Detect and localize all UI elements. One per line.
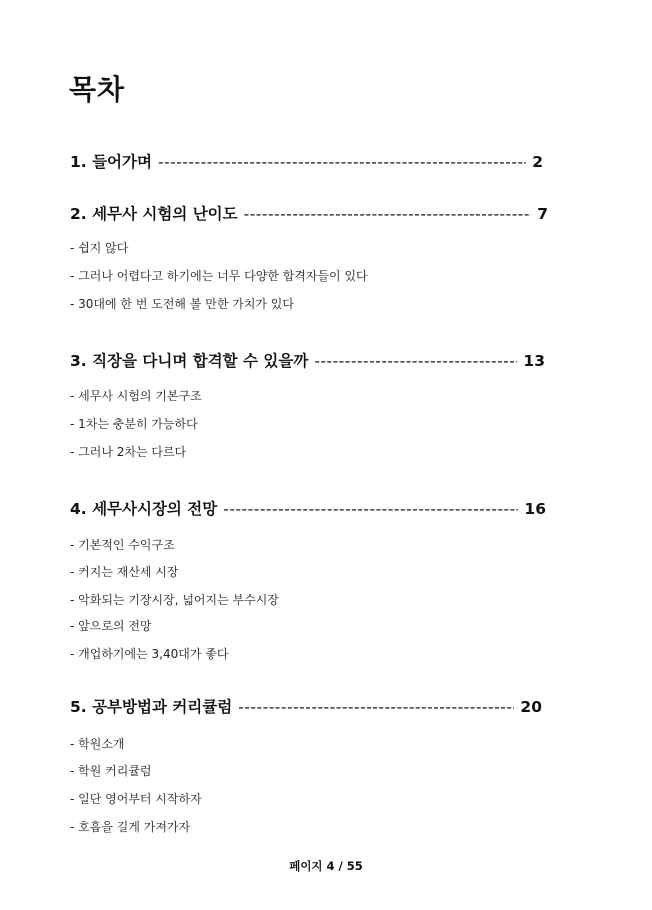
toc-subitem: - 커지는 재산세 시장 <box>70 565 179 579</box>
toc-subitem: - 일단 영어부터 시작하자 <box>70 792 202 806</box>
page-footer: 페이지 4 / 55 <box>289 859 363 873</box>
toc-page-number: 16 <box>524 500 546 518</box>
toc-subitem: - 개업하기에는 3,40대가 좋다 <box>70 647 229 661</box>
toc-leader-dots <box>244 205 532 223</box>
toc-subitem: - 악화되는 기장시장, 넓어지는 부수시장 <box>70 593 279 607</box>
toc-heading-label: 4. 세무사시장의 전망 <box>70 500 218 518</box>
toc-leader-dots <box>314 352 517 370</box>
toc-heading-3[interactable] <box>70 349 545 371</box>
toc-subitem: - 세무사 시험의 기본구조 <box>70 389 202 403</box>
toc-subitem: - 쉽지 않다 <box>70 241 129 255</box>
toc-subitem: - 호흡을 길게 가져가자 <box>70 820 191 834</box>
toc-subitem: - 1차는 충분히 가능하다 <box>70 417 198 431</box>
toc-heading-2[interactable] <box>70 202 548 224</box>
toc-heading-label: 5. 공부방법과 커리큘럼 <box>70 698 233 716</box>
toc-subitem: - 기본적인 수익구조 <box>70 538 175 552</box>
toc-subitem: - 앞으로의 전망 <box>70 619 152 633</box>
toc-leader-dots <box>238 698 514 716</box>
toc-page-number: 7 <box>537 205 548 223</box>
toc-page-number: 20 <box>520 698 542 716</box>
toc-subitem: - 학원소개 <box>70 737 125 751</box>
toc-title: 목차 <box>69 73 126 106</box>
toc-leader-dots <box>223 500 518 518</box>
toc-heading-label: 3. 직장을 다니며 합격할 수 있을까 <box>70 352 309 370</box>
toc-heading-label: 1. 들어가며 <box>70 153 152 171</box>
toc-page-number: 2 <box>532 153 543 171</box>
toc-leader-dots <box>158 153 526 171</box>
toc-page-number: 13 <box>523 352 545 370</box>
toc-heading-1[interactable] <box>70 150 543 172</box>
toc-subitem: - 그러나 2차는 다르다 <box>70 445 187 459</box>
toc-subitem: - 30대에 한 번 도전해 볼 만한 가치가 있다 <box>70 297 294 311</box>
toc-subitem: - 그러나 어렵다고 하기에는 너무 다양한 합격자들이 있다 <box>70 269 368 283</box>
toc-heading-label: 2. 세무사 시험의 난이도 <box>70 205 238 223</box>
toc-heading-5[interactable] <box>70 695 542 717</box>
toc-subitem: - 학원 커리큘럼 <box>70 764 152 778</box>
toc-heading-4[interactable] <box>70 497 546 519</box>
